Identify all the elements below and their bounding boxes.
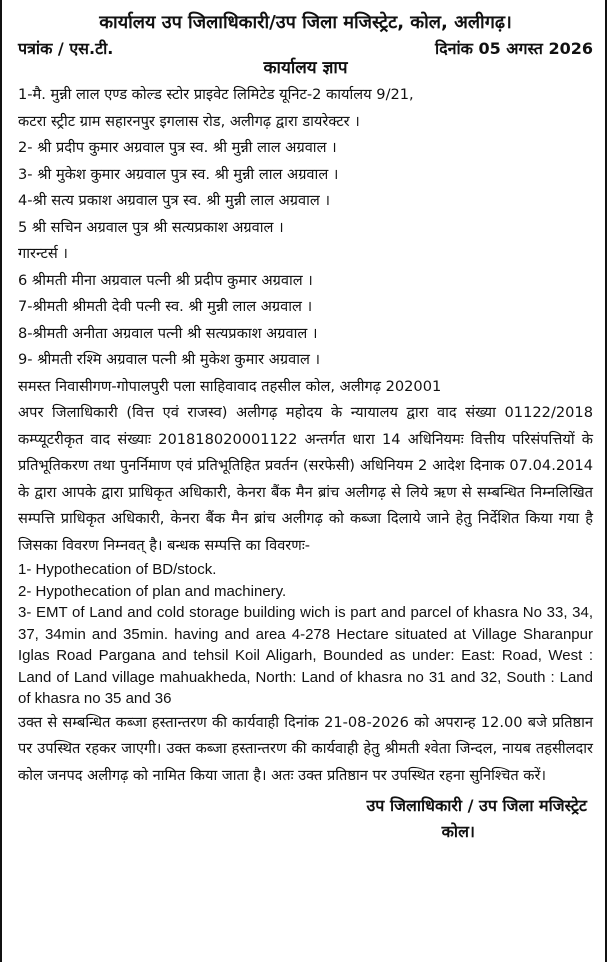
addressee-list <box>18 82 593 400</box>
letter-date: दिनांक 05 अगस्त 2026 <box>434 39 593 58</box>
reference-number: पत्रांक / एस.टी. <box>18 39 114 58</box>
addressee-line: कटरा स्ट्रीट ग्राम सहारनपुर इगलास रोड, अलीगढ़ द्वारा डायरेक्टर । <box>18 112 360 130</box>
addressee-line: 4-श्री सत्य प्रकाश अग्रवाल पुत्र स्व. श्री मुन्नी लाल अग्रवाल । <box>18 192 330 209</box>
addressee-line: 5 श्री सचिन अग्रवाल पुत्र श्री सत्यप्रकाश अग्रवाल । <box>18 218 284 236</box>
addressee-line: 3- श्री मुकेश कुमार अग्रवाल पुत्र स्व. श्री मुन्नी लाल अग्रवाल । <box>18 165 339 183</box>
property-item: 2- Hypothecation of plan and machinery. <box>18 582 287 600</box>
guarantors-heading: गारन्टर्स । <box>18 245 68 262</box>
office-title: कार्यालय उप जिलाधिकारी/उप जिला मजिस्ट्रेट, कोल, अलीगढ़। <box>99 12 512 33</box>
signature-designation: उप जिलाधिकारी / उप जिला मजिस्ट्रेट <box>366 796 587 815</box>
addressee-line: 6 श्रीमती मीना अग्रवाल पत्नी श्री प्रदीप कुमार अग्रवाल । <box>18 271 313 289</box>
addressee-line: 9- श्रीमती रश्मि अग्रवाल पत्नी श्री मुकेश कुमार अग्रवाल । <box>18 351 321 368</box>
addressee-line: 8-श्रीमती अनीता अग्रवाल पत्नी श्री सत्यप्रकाश अग्रवाल । <box>18 324 318 342</box>
closing-paragraph: उक्त से सम्बन्धित कब्जा हस्तान्तरण की कार्यवाही दिनांक 21-08-2026 को अपरान्ह 12.00 बजे प्रतिष्ठान पर उपस्थित रहकर जाएगी। उक्त कब्जा हस्तान्तरण की कार्यवाही हेतु श्रीमती श्वेता जिन्दल, नायब तहसीलदार कोल जनपद अलीगढ़ को नामित किया जाता है। अतः उक्त प्रतिष्ठान पर उपस्थित रहना सुनिश्चित करें। <box>18 713 593 784</box>
property-item: 3- EMT of Land and cold storage building wich is part and parcel of khasra No 33, 34, 37, 34min and 35min. having and area 4-278 Hectare situated at Village Sharanpur Iglas Road Pargana and tehsil Koil Aligarh, Bounded as under: East: Road, West : Land of Land village mahuakheda, North: Land of khasra no 31 and 32, South : Land of khasra no 35 and 36 <box>18 604 593 707</box>
order-paragraph: अपर जिलाधिकारी (वित्त एवं राजस्व) अलीगढ़ महोदय के न्यायालय द्वारा वाद संख्या 01122/2018 कम्प्यूटरीकृत वाद संख्याः 201818020001122 अन्तर्गत धारा 14 अधिनियमः वित्तीय परिसंपत्तियों के प्रतिभूतिकरण तथा पुनर्निमाण एवं प्रतिभूतिहित प्रवर्तन (सरफेसी) अधिनियम 2 आदेश दिनाक 07.04.2014 के द्वारा आपके द्वारा प्राधिकृत अधिकारी, केनरा बैंक मैन ब्रांच अलीगढ़ से लिये ऋण से सम्बन्धित निम्नलिखित सम्पत्ति प्राधिकृत अधिकारी, केनरा बैंक मैन ब्रांच अलीगढ़ को कब्जा दिलाये जाने हेतु निर्देशित किया गया है जिसका विवरण निम्नवत् है। बन्धक सम्पत्ति का विवरणः- <box>18 404 593 554</box>
property-item: 1- Hypothecation of BD/stock. <box>18 561 217 578</box>
property-list <box>18 559 593 710</box>
signature-place: कोल। <box>441 822 475 841</box>
residence-line: समस्त निवासीगण-गोपालपुरी पला साहिवावाद तहसील कोल, अलीगढ़ 202001 <box>18 377 442 395</box>
addressee-line: 7-श्रीमती श्रीमती देवी पत्नी स्व. श्री मुन्नी लाल अग्रवाल । <box>18 298 313 315</box>
memo-title: कार्यालय ज्ञाप <box>263 58 348 78</box>
addressee-line: 2- श्री प्रदीप कुमार अग्रवाल पुत्र स्व. श्री मुन्नी लाल अग्रवाल । <box>18 139 337 156</box>
addressee-line: 1-मै. मुन्नी लाल एण्ड कोल्ड स्टोर प्राइवेट लिमिटेड यूनिट-2 कार्यालय 9/21, <box>18 86 414 103</box>
